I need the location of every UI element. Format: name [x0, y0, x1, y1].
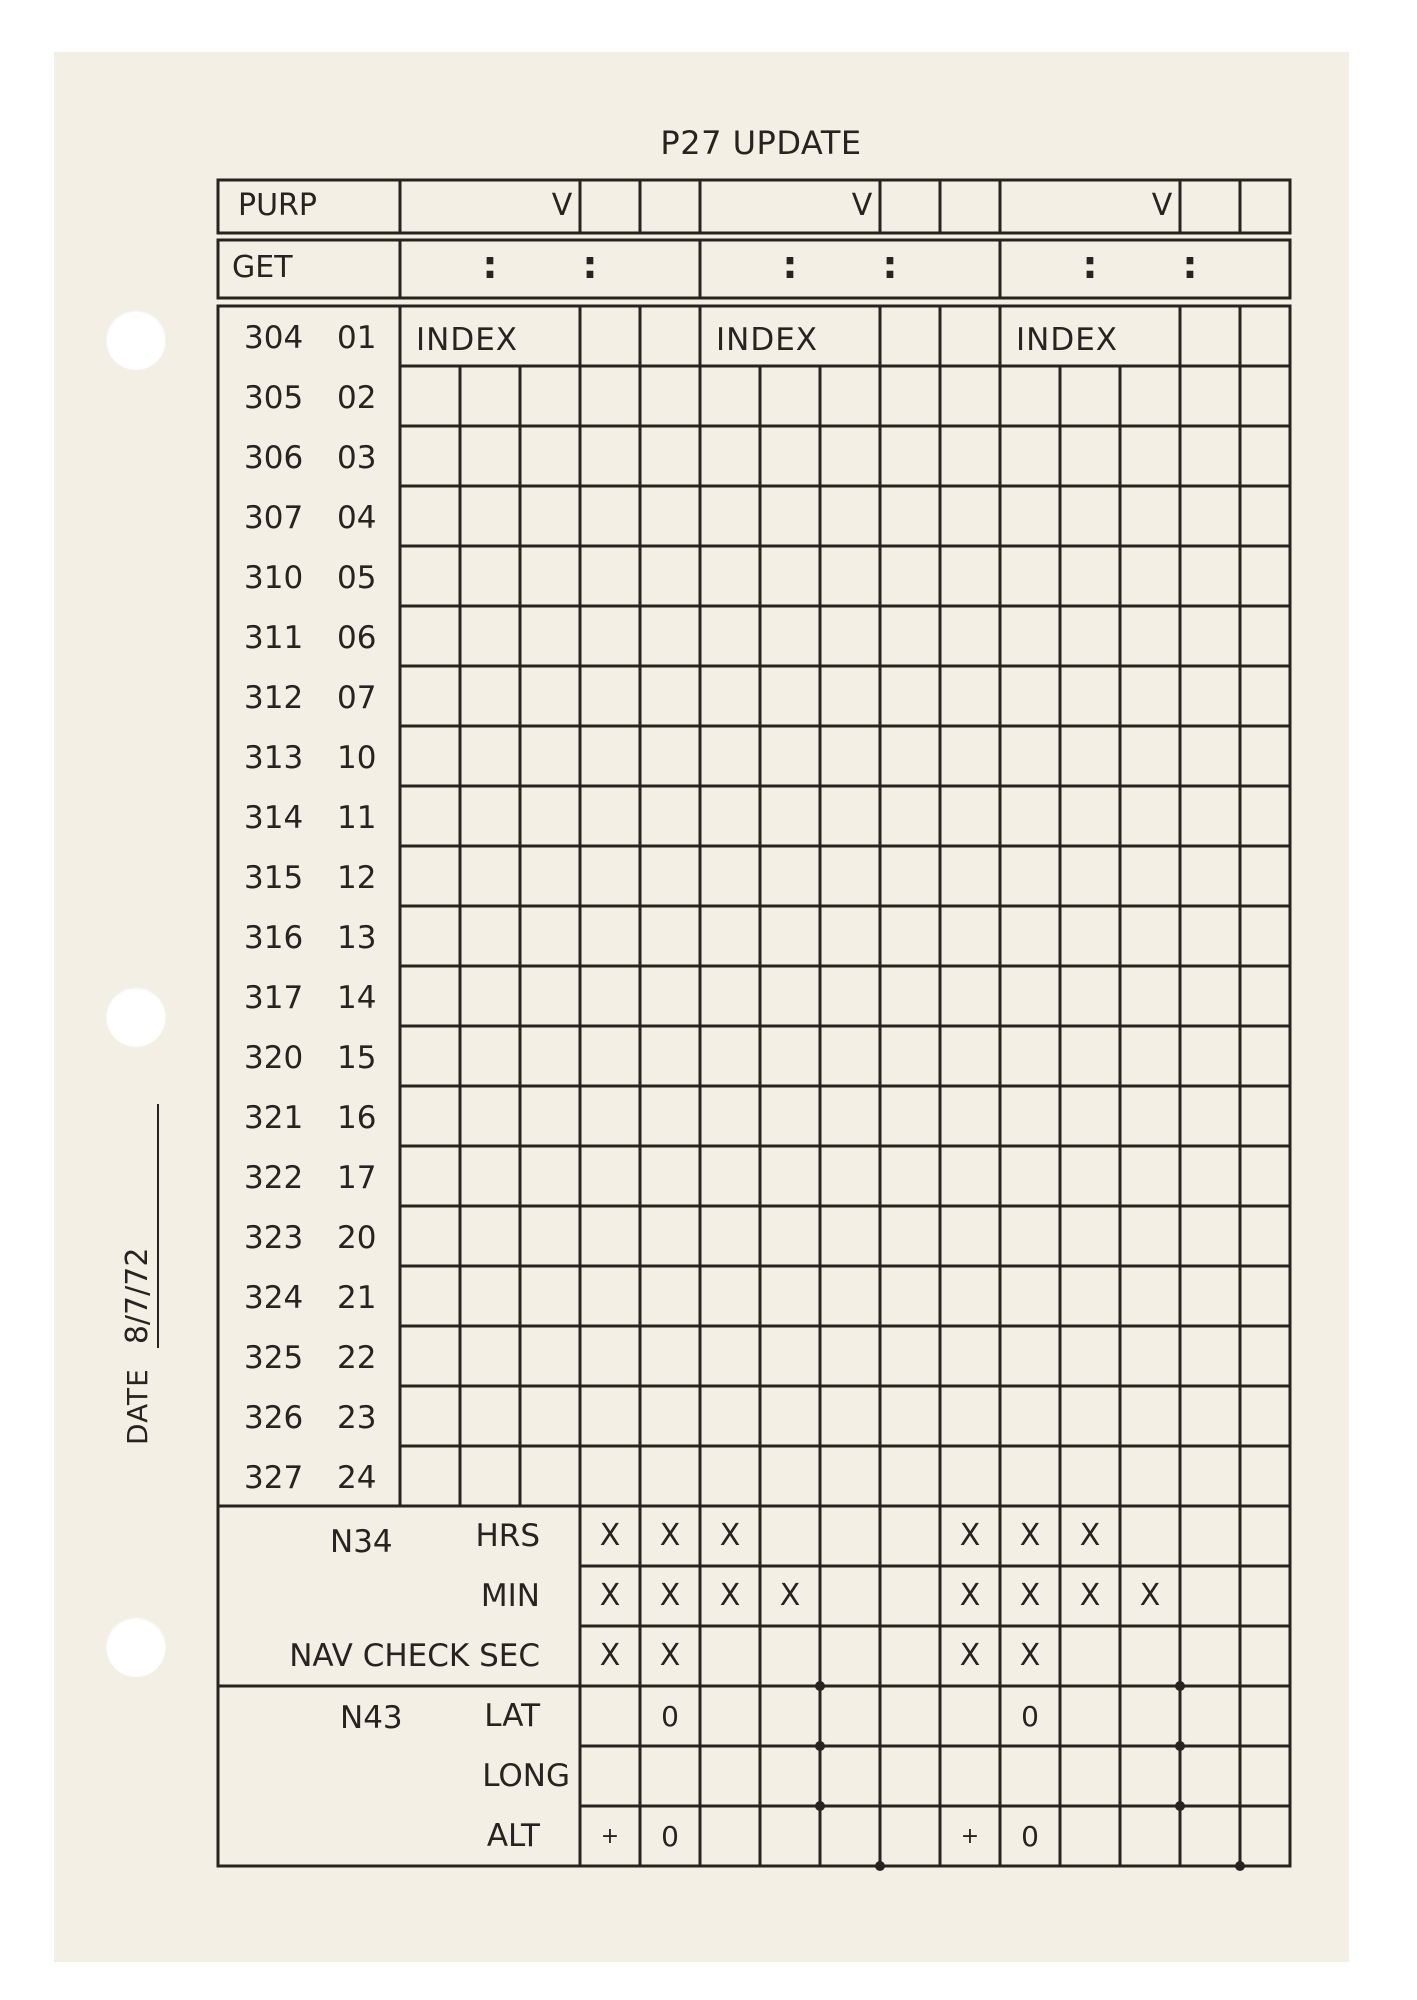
- row-address: 307: [244, 500, 304, 536]
- purp-label: PURP: [238, 188, 317, 223]
- n43-label: N43: [340, 1700, 403, 1736]
- alt-label: ALT: [486, 1818, 540, 1854]
- decimal-point-dot: [1235, 1861, 1245, 1871]
- row-address: 322: [244, 1160, 304, 1196]
- x-mark: X: [959, 1638, 981, 1673]
- decimal-point-dot: [815, 1681, 825, 1691]
- row-address: 323: [244, 1220, 304, 1256]
- min-label: MIN: [480, 1578, 540, 1614]
- index-label: INDEX: [1016, 322, 1119, 358]
- zero-mark: 0: [1021, 1700, 1039, 1733]
- decimal-point-dot: [815, 1741, 825, 1751]
- get-colon: :: [1082, 243, 1098, 287]
- row-address: 304: [244, 320, 304, 356]
- row-address: 326: [244, 1400, 304, 1436]
- verb-mark: V: [551, 188, 573, 223]
- x-mark: X: [659, 1578, 681, 1613]
- nav-check-sec-label: NAV CHECK SEC: [289, 1638, 540, 1674]
- row-address: 321: [244, 1100, 304, 1136]
- row-address: 312: [244, 680, 304, 716]
- row-index: 07: [337, 680, 377, 716]
- x-mark: X: [1019, 1518, 1041, 1553]
- row-address: 325: [244, 1340, 304, 1376]
- x-mark: X: [599, 1638, 621, 1673]
- x-mark: X: [959, 1518, 981, 1553]
- zero-mark: 0: [661, 1700, 679, 1733]
- x-mark: X: [779, 1578, 801, 1613]
- x-mark: X: [1019, 1578, 1041, 1613]
- row-index: 16: [337, 1100, 377, 1136]
- row-address: 316: [244, 920, 304, 956]
- index-label: INDEX: [716, 322, 819, 358]
- form-title: P27 UPDATE: [660, 124, 862, 162]
- x-mark: X: [1079, 1518, 1101, 1553]
- row-address: 314: [244, 800, 304, 836]
- row-index: 03: [337, 440, 377, 476]
- get-colon: :: [782, 243, 798, 287]
- long-label: LONG: [482, 1758, 570, 1794]
- decimal-point-dot: [815, 1801, 825, 1811]
- index-label: INDEX: [416, 322, 519, 358]
- row-index: 23: [337, 1400, 377, 1436]
- row-index: 12: [337, 860, 377, 896]
- zero-mark: 0: [1021, 1820, 1039, 1853]
- row-address: 317: [244, 980, 304, 1016]
- x-mark: X: [719, 1518, 741, 1553]
- date-label: DATE: [121, 1368, 154, 1445]
- row-index: 04: [337, 500, 377, 536]
- x-mark: X: [599, 1578, 621, 1613]
- lat-label: LAT: [484, 1698, 540, 1734]
- row-address: 310: [244, 560, 304, 596]
- row-index: 01: [337, 320, 377, 356]
- verb-mark: V: [851, 188, 873, 223]
- n34-label: N34: [330, 1524, 393, 1560]
- row-address: 324: [244, 1280, 304, 1316]
- decimal-point-dot: [1175, 1681, 1185, 1691]
- row-index: 20: [337, 1220, 377, 1256]
- x-mark: X: [719, 1578, 741, 1613]
- zero-mark: 0: [661, 1820, 679, 1853]
- date-value: 8/7/72: [120, 1104, 159, 1348]
- row-address: 306: [244, 440, 304, 476]
- row-address: 315: [244, 860, 304, 896]
- row-index: 06: [337, 620, 377, 656]
- row-index: 02: [337, 380, 377, 416]
- x-mark: X: [599, 1518, 621, 1553]
- x-mark: X: [659, 1638, 681, 1673]
- x-mark: X: [659, 1518, 681, 1553]
- x-mark: X: [1019, 1638, 1041, 1673]
- row-index: 22: [337, 1340, 377, 1376]
- row-address: 327: [244, 1460, 304, 1496]
- plus-mark: +: [960, 1824, 980, 1849]
- verb-mark: V: [1151, 188, 1173, 223]
- decimal-point-dot: [875, 1861, 885, 1871]
- x-mark: X: [1139, 1578, 1161, 1613]
- get-colon: :: [582, 243, 598, 287]
- x-mark: X: [1079, 1578, 1101, 1613]
- row-address: 305: [244, 380, 304, 416]
- x-mark: X: [959, 1578, 981, 1613]
- row-address: 311: [244, 620, 304, 656]
- get-colon: :: [1182, 243, 1198, 287]
- get-colon: :: [482, 243, 498, 287]
- row-index: 11: [337, 800, 377, 836]
- row-index: 14: [337, 980, 377, 1016]
- row-index: 13: [337, 920, 377, 956]
- get-colon: :: [882, 243, 898, 287]
- row-index: 17: [337, 1160, 377, 1196]
- get-label: GET: [232, 250, 293, 285]
- row-index: 24: [337, 1460, 377, 1496]
- row-index: 05: [337, 560, 377, 596]
- row-index: 15: [337, 1040, 377, 1076]
- date-field: [120, 1104, 159, 1445]
- row-address: 313: [244, 740, 304, 776]
- hrs-label: HRS: [475, 1518, 540, 1554]
- decimal-point-dot: [1175, 1741, 1185, 1751]
- plus-mark: +: [600, 1824, 620, 1849]
- row-address: 320: [244, 1040, 304, 1076]
- row-index: 21: [337, 1280, 377, 1316]
- decimal-point-dot: [1175, 1801, 1185, 1811]
- row-index: 10: [337, 740, 377, 776]
